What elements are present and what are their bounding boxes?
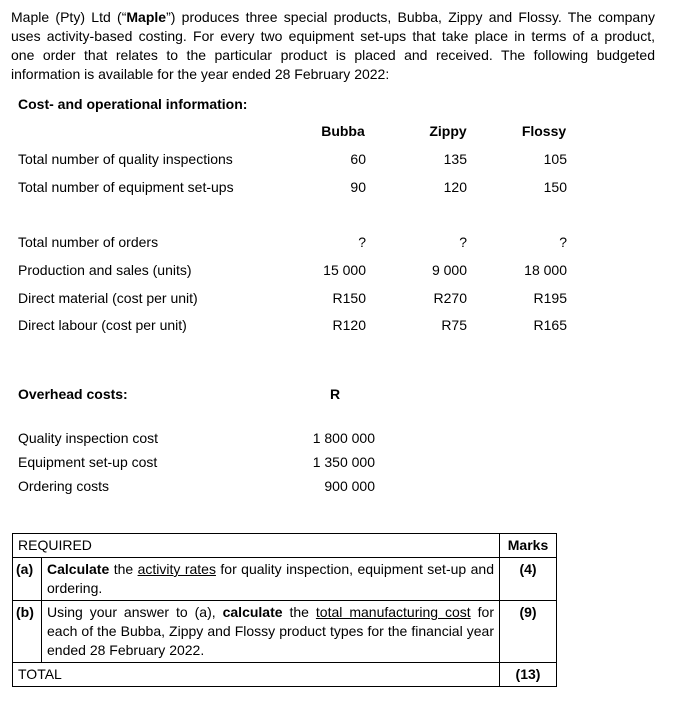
cell-zippy: R270 bbox=[433, 290, 467, 306]
required-table bbox=[12, 533, 557, 687]
question-b-row bbox=[13, 601, 557, 663]
cell-zippy: 9 000 bbox=[431, 262, 467, 278]
cell-bubba: 90 bbox=[350, 179, 366, 195]
marks-header: Marks bbox=[500, 534, 557, 558]
cell-bubba: R150 bbox=[332, 290, 366, 306]
total-row bbox=[13, 663, 557, 687]
cell-flossy: R195 bbox=[533, 290, 567, 306]
cell-bubba: R120 bbox=[332, 317, 366, 333]
column-header-flossy: Flossy bbox=[521, 123, 567, 139]
column-header-zippy: Zippy bbox=[429, 123, 467, 139]
cell-zippy: ? bbox=[459, 234, 467, 250]
overhead-heading: Overhead costs: bbox=[18, 386, 128, 402]
overhead-value-quality: 1 800 000 bbox=[312, 430, 375, 446]
cell-bubba: 15 000 bbox=[323, 262, 366, 278]
cell-flossy: 150 bbox=[543, 179, 567, 195]
intro-line-4: information is available for the year ended 28 February 2022: bbox=[11, 66, 390, 82]
question-a-text: Calculate the activity rates for quality inspection, equipment set-up and ordering. bbox=[42, 558, 500, 601]
cell-zippy: 120 bbox=[443, 179, 467, 195]
intro-paragraph bbox=[11, 8, 655, 84]
total-marks: (13) bbox=[500, 663, 557, 687]
row-label-production-sales: Production and sales (units) bbox=[18, 262, 192, 278]
intro-line-2: uses activity-based costing. For every two equipment set-ups that take place in terms of a product, bbox=[11, 28, 655, 44]
column-header-bubba: Bubba bbox=[321, 123, 365, 139]
row-label-equipment-setups: Total number of equipment set-ups bbox=[18, 179, 234, 195]
required-header: REQUIRED bbox=[13, 534, 500, 558]
question-a-marks: (4) bbox=[500, 558, 557, 601]
cell-flossy: 18 000 bbox=[524, 262, 567, 278]
total-label: TOTAL bbox=[13, 663, 500, 687]
question-b-marks: (9) bbox=[500, 601, 557, 663]
question-a-label: (a) bbox=[13, 558, 42, 601]
cell-flossy: ? bbox=[559, 234, 567, 250]
intro-line-1: Maple (Pty) Ltd (“Maple”) produces three special products, Bubba, Zippy and Flossy. The company bbox=[11, 9, 655, 25]
cell-zippy: R75 bbox=[441, 317, 467, 333]
cost-info-heading: Cost- and operational information: bbox=[18, 96, 248, 112]
cell-bubba: ? bbox=[358, 234, 366, 250]
overhead-unit: R bbox=[330, 386, 341, 402]
row-label-orders: Total number of orders bbox=[18, 234, 159, 250]
overhead-label-setup: Equipment set-up cost bbox=[18, 454, 158, 470]
intro-line-3: one order that relates to the particular product is placed and received. The following budgeted bbox=[11, 47, 655, 63]
cell-zippy: 135 bbox=[443, 151, 467, 167]
question-b-label: (b) bbox=[13, 601, 42, 663]
required-header-row bbox=[13, 534, 557, 558]
row-label-direct-material: Direct material (cost per unit) bbox=[18, 290, 198, 306]
overhead-label-ordering: Ordering costs bbox=[18, 478, 110, 494]
question-a-row bbox=[13, 558, 557, 601]
overhead-value-ordering: 900 000 bbox=[324, 478, 375, 494]
cell-flossy: 105 bbox=[543, 151, 567, 167]
question-b-text: Using your answer to (a), calculate the total manufacturing cost for each of the Bubba, Zippy and Flossy product types for the financial year ended 28 February 2022. bbox=[42, 601, 500, 663]
row-label-quality-inspections: Total number of quality inspections bbox=[18, 151, 233, 167]
overhead-value-setup: 1 350 000 bbox=[312, 454, 375, 470]
row-label-direct-labour: Direct labour (cost per unit) bbox=[18, 317, 187, 333]
cell-flossy: R165 bbox=[533, 317, 567, 333]
overhead-label-quality: Quality inspection cost bbox=[18, 430, 159, 446]
cell-bubba: 60 bbox=[350, 151, 366, 167]
